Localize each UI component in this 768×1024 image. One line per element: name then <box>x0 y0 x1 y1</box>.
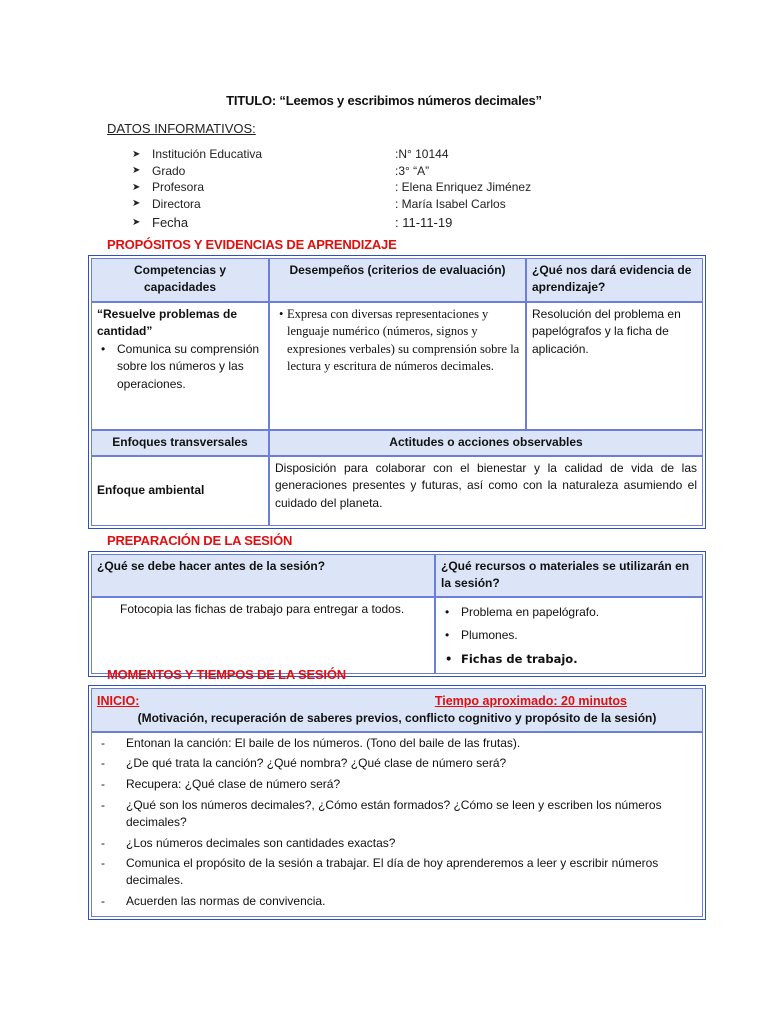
propositos-heading: PROPÓSITOS Y EVIDENCIAS DE APRENDIZAJE <box>107 237 397 252</box>
inicio-label: INICIO: <box>97 694 140 708</box>
col-competencias-head: Competencias y capacidades <box>91 258 269 302</box>
col-desempenos-head: Desempeños (criterios de evaluación) <box>269 258 526 302</box>
competencia-cell <box>91 302 269 430</box>
recursos-cell <box>435 597 703 674</box>
inicio-header-cell <box>91 688 703 732</box>
arrow-bullet-icon: ➤ <box>132 181 141 193</box>
datos-item: ➤ Institución Educativa :N° 10144 <box>132 147 449 162</box>
actitud-cell: Disposición para colaborar con el bienestar y la calidad de vida de las generaciones presentes y futuras, así como con la naturaleza asumiendo el cuidado del planeta. <box>269 456 703 526</box>
enfoques-head: Enfoques transversales <box>91 430 269 456</box>
antes-cell: Fotocopia las fichas de trabajo para entregar a todos. <box>91 597 435 674</box>
momentos-table <box>88 685 706 920</box>
datos-informativos-heading: DATOS INFORMATIVOS: <box>107 121 256 136</box>
arrow-bullet-icon: ➤ <box>132 148 141 160</box>
list-item: - Comunica el propósito de la sesión a trabajar. El día de hoy aprenderemos a leer y escribir números decimales. <box>97 855 697 889</box>
capacidad-item: • Comunica su comprensión sobre los números y las operaciones. <box>97 341 263 393</box>
recurso-item: • Fichas de trabajo. <box>441 648 697 670</box>
datos-item: ➤ Profesora : Elena Enriquez Jiménez <box>132 180 532 195</box>
col-evidencia-head: ¿Qué nos dará evidencia de aprendizaje? <box>526 258 703 302</box>
recurso-item: • Problema en papelógrafo. <box>441 601 697 624</box>
competencia-text: “Resuelve problemas de cantidad” <box>97 307 238 339</box>
list-item: - Entonan la canción: El baile de los números. (Tono del baile de las frutas). <box>97 735 697 752</box>
actitudes-head: Actitudes o acciones observables <box>269 430 703 456</box>
propositos-table <box>88 255 706 529</box>
arrow-bullet-icon: ➤ <box>132 198 141 210</box>
tiempo-label: Tiempo aproximado: 20 minutos <box>434 694 627 708</box>
list-item: - ¿Qué son los números decimales?, ¿Cómo están formados? ¿Cómo se leen y escriben los números decimales? <box>97 797 697 831</box>
arrow-bullet-icon: ➤ <box>132 217 141 228</box>
col-recursos-head: ¿Qué recursos o materiales se utilizarán en la sesión? <box>435 554 703 597</box>
arrow-bullet-icon: ➤ <box>132 165 141 177</box>
document-title: TITULO: “Leemos y escribimos números decimales” <box>226 93 542 108</box>
datos-item: ➤ Directora : María Isabel Carlos <box>132 196 506 211</box>
col-antes-head: ¿Qué se debe hacer antes de la sesión? <box>91 554 435 597</box>
evidencia-cell: Resolución del problema en papelógrafos y la ficha de aplicación. <box>526 302 703 430</box>
momentos-heading: MOMENTOS Y TIEMPOS DE LA SESIÓN <box>107 667 346 682</box>
list-item: - Recupera: ¿Qué clase de número será? <box>97 776 697 793</box>
enfoque-cell: Enfoque ambiental <box>91 456 269 526</box>
inicio-content-cell <box>91 732 703 917</box>
desempeno-cell <box>269 302 526 430</box>
inicio-subtitle: (Motivación, recuperación de saberes previos, conflicto cognitivo y propósito de la sesión) <box>137 711 657 726</box>
list-item: - ¿De qué trata la canción? ¿Qué nombra? ¿Qué clase de número será? <box>97 755 697 772</box>
datos-list <box>132 146 572 233</box>
datos-item: ➤ Fecha : 11-11-19 <box>132 215 453 230</box>
preparacion-table <box>88 551 706 677</box>
list-item: - Acuerden las normas de convivencia. <box>97 893 697 910</box>
recurso-item: • Plumones. <box>441 624 697 647</box>
datos-item: ➤ Grado :3° “A” <box>132 163 430 178</box>
list-item: - ¿Los números decimales son cantidades exactas? <box>97 835 697 852</box>
preparacion-heading: PREPARACIÓN DE LA SESIÓN <box>107 533 293 548</box>
desempeno-item: • Expresa con diversas representaciones y lenguaje numérico (números, signos y expresiones verbales) su comprensión sobre la lectura y escritura de números decimales. <box>275 306 520 375</box>
